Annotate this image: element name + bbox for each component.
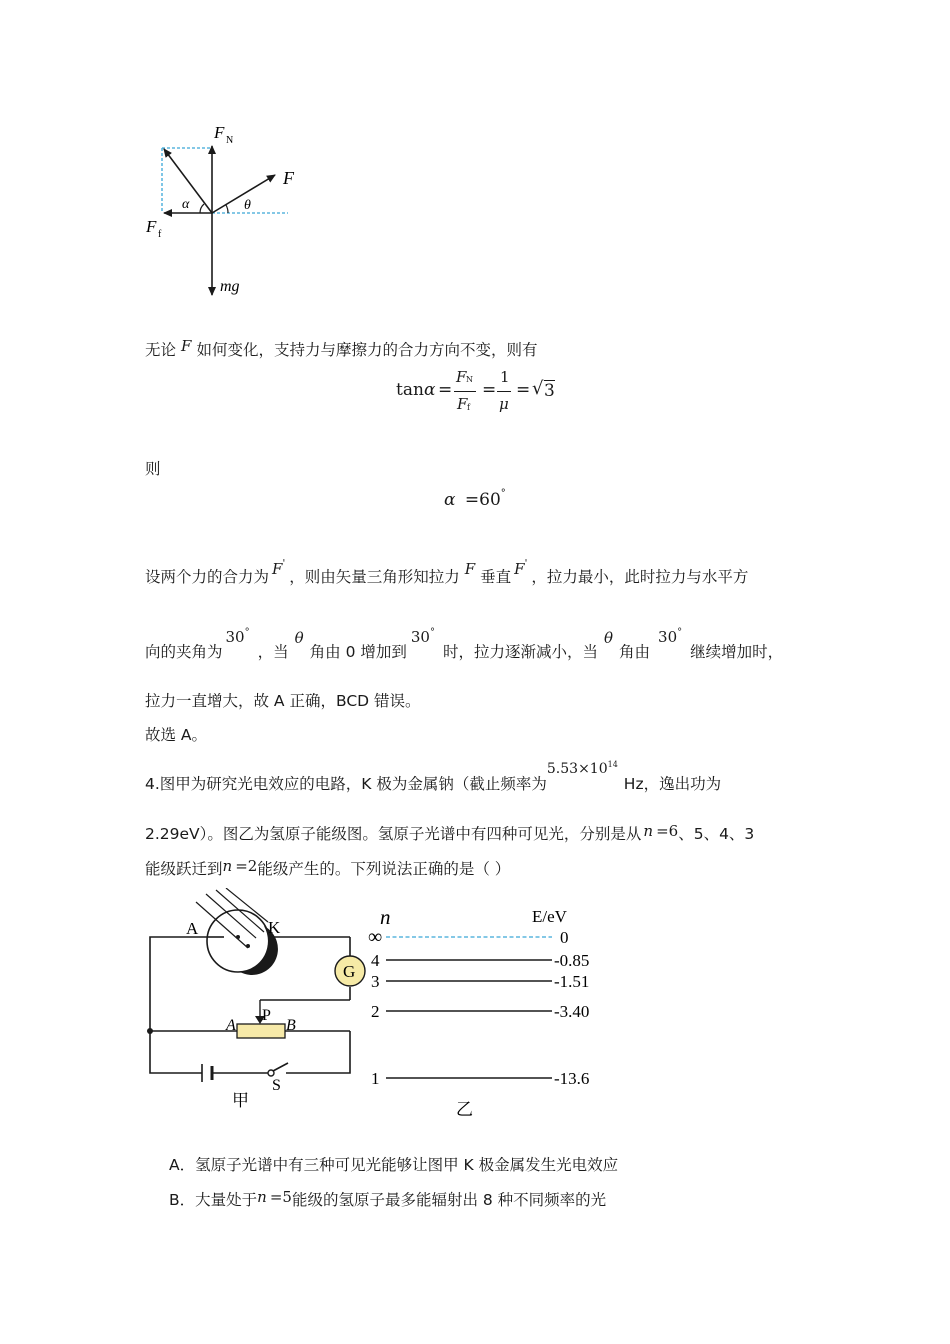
eq2-alpha: α xyxy=(444,490,456,510)
caption-yi: 乙 xyxy=(456,1100,473,1118)
eq1-one: 1 xyxy=(500,368,510,386)
p3-deg-1: ° xyxy=(244,627,250,638)
label-S: S xyxy=(272,1077,281,1094)
level-energy-2: -1.51 xyxy=(554,972,590,991)
paragraph-2 xyxy=(145,558,749,587)
q4-eq6: =6 xyxy=(656,822,679,840)
f-label: F xyxy=(283,168,294,188)
eq1-num-sub: N xyxy=(466,375,473,384)
q4-n-2: n xyxy=(222,857,233,875)
eq1-frac-bar-2 xyxy=(497,391,511,392)
q4-n-1: n xyxy=(643,822,654,840)
paragraph-5: 故选 A。 xyxy=(145,726,208,744)
option-b-text-a: 大量处于 xyxy=(195,1191,258,1209)
circuit-diagram xyxy=(140,888,370,1118)
p3-t4: 时，拉力逐渐减小，当 xyxy=(442,643,598,661)
eq2-deg: ° xyxy=(500,488,506,499)
theta-arc xyxy=(226,205,228,213)
alpha-arc xyxy=(200,204,204,213)
p3-t1: 向的夹角为 xyxy=(145,643,223,661)
theta-label: θ xyxy=(244,198,251,213)
junction-dot xyxy=(147,1028,153,1034)
equation-alpha-60 xyxy=(444,490,506,510)
level-energy-4: -13.6 xyxy=(554,1069,590,1088)
ff-label: F xyxy=(146,217,157,236)
eq1-sqrt-val: 3 xyxy=(544,381,555,401)
label-P: P xyxy=(262,1007,271,1024)
level-energy-1: -0.85 xyxy=(554,951,590,970)
p2-t4: ，拉力最小，此时拉力与水平方 xyxy=(531,568,749,586)
circuit-wire-right-bottom xyxy=(286,1031,350,1073)
eq2-val: 60 xyxy=(479,490,501,510)
paragraph-3 xyxy=(145,627,784,662)
option-b xyxy=(169,1188,606,1210)
eq1-mu: μ xyxy=(499,395,509,413)
caption-jia: 甲 xyxy=(232,1091,249,1110)
switch-lever xyxy=(273,1063,288,1071)
option-b-label: B． xyxy=(169,1191,196,1209)
q4-line1b: Hz，逸出功为 xyxy=(623,775,722,793)
p2-t3: 垂直 xyxy=(480,568,512,586)
option-b-eq: =5 xyxy=(269,1188,292,1206)
p2-t2: ，则由矢量三角形知拉力 xyxy=(289,568,460,586)
p2-fprime-2: F xyxy=(514,560,525,578)
p2-t1: 设两个力的合力为 xyxy=(145,568,270,586)
eq1-eq-1: = xyxy=(438,380,453,400)
force-diagram xyxy=(140,120,310,305)
q4-line2b: 、5、4、3 xyxy=(678,825,755,843)
label-A: A xyxy=(186,919,199,938)
question-4-line-2 xyxy=(145,822,754,844)
p3-theta-1: θ xyxy=(294,629,304,647)
option-b-text-b: 能级的氢原子最多能辐射出 8 种不同频率的光 xyxy=(291,1191,607,1209)
rheostat xyxy=(237,1024,285,1038)
level-energy-3: -3.40 xyxy=(554,1002,590,1021)
eq1-sqrt-sign: √ xyxy=(532,378,544,399)
eq1-tan: tan xyxy=(396,380,424,400)
label-rheostat-B: B xyxy=(286,1017,296,1034)
p3-angle-3: 30 xyxy=(658,628,678,646)
then-label: 则 xyxy=(145,460,161,478)
electron-2 xyxy=(246,944,250,948)
p2-fprime-1: F xyxy=(272,560,283,578)
q4-freq-exp: 14 xyxy=(607,760,618,769)
q4-line1a: 4.图甲为研究光电效应的电路，K 极为金属钠（截止频率为 xyxy=(145,775,547,793)
level-n-4: 1 xyxy=(371,1069,380,1088)
eq1-den: F xyxy=(457,395,468,413)
n-header: n xyxy=(380,905,391,929)
p3-deg-2: ° xyxy=(429,627,435,638)
eq1-alpha: α xyxy=(424,380,436,400)
p1-suffix: 如何变化，支持力与摩擦力的合力方向不变，则有 xyxy=(196,341,538,359)
alpha-label: α xyxy=(182,197,190,212)
option-a xyxy=(169,1153,618,1175)
option-a-label: A． xyxy=(169,1156,196,1174)
mg-label: mg xyxy=(220,278,240,295)
p3-theta-2: θ xyxy=(603,629,614,647)
p2-f: F xyxy=(464,560,476,578)
eq1-num: F xyxy=(456,368,467,386)
q4-line3a: 能级跃迁到 xyxy=(145,860,223,878)
energy-level-diagram xyxy=(360,900,620,1118)
circuit-wire-outer xyxy=(150,937,208,1073)
eq1-eq-2: = xyxy=(482,380,497,400)
p3-t2: ，当 xyxy=(257,643,289,661)
level-n-1: 4 xyxy=(371,951,380,970)
eq2-eq: = xyxy=(464,490,480,510)
p3-deg-3: ° xyxy=(677,627,683,638)
p1-var: F xyxy=(181,337,192,355)
p2-prime-2: ' xyxy=(524,558,528,569)
q4-freq: 5.53×10 xyxy=(546,761,608,777)
q4-line2a: 2.29eV）。图乙为氢原子能级图。氢原子光谱中有四种可见光，分别是从 xyxy=(145,825,642,843)
option-a-text: 氢原子光谱中有三种可见光能够让图甲 K 极金属发生光电效应 xyxy=(195,1156,619,1174)
label-rheostat-A: A xyxy=(226,1017,236,1034)
level-n-0: ∞ xyxy=(368,926,383,948)
paragraph-4: 拉力一直增大，故 A 正确，BCD 错误。 xyxy=(145,692,421,710)
level-n-3: 2 xyxy=(371,1002,380,1021)
question-4-line-3 xyxy=(145,857,510,879)
p3-t3: 角由 0 增加到 xyxy=(309,643,407,661)
p1-prefix: 无论 xyxy=(145,341,177,359)
fn-label: F xyxy=(214,123,225,142)
eq1-eq-3: = xyxy=(516,380,531,400)
electron-1 xyxy=(236,935,240,939)
eq1-den-sub: f xyxy=(467,403,470,412)
p3-t6: 继续增加时， xyxy=(690,643,784,661)
p3-angle-2: 30 xyxy=(410,628,430,646)
p3-t5: 角由 xyxy=(619,643,651,661)
e-header: E/eV xyxy=(532,907,567,926)
fn-sub: N xyxy=(226,135,234,146)
q4-line3b: 能级产生的。下列说法正确的是（ ） xyxy=(257,860,511,878)
option-b-n: n xyxy=(257,1188,267,1206)
p2-prime-1: ' xyxy=(282,558,286,569)
p3-angle-1: 30 xyxy=(225,628,245,646)
level-n-2: 3 xyxy=(371,972,380,991)
q4-eq2: =2 xyxy=(235,857,258,875)
eq1-frac-bar-1 xyxy=(454,391,476,392)
paragraph-1 xyxy=(145,338,537,360)
ff-sub: f xyxy=(158,229,162,240)
galvanometer-label: G xyxy=(343,962,356,981)
label-K: K xyxy=(268,918,281,937)
level-energy-0: 0 xyxy=(560,928,569,947)
